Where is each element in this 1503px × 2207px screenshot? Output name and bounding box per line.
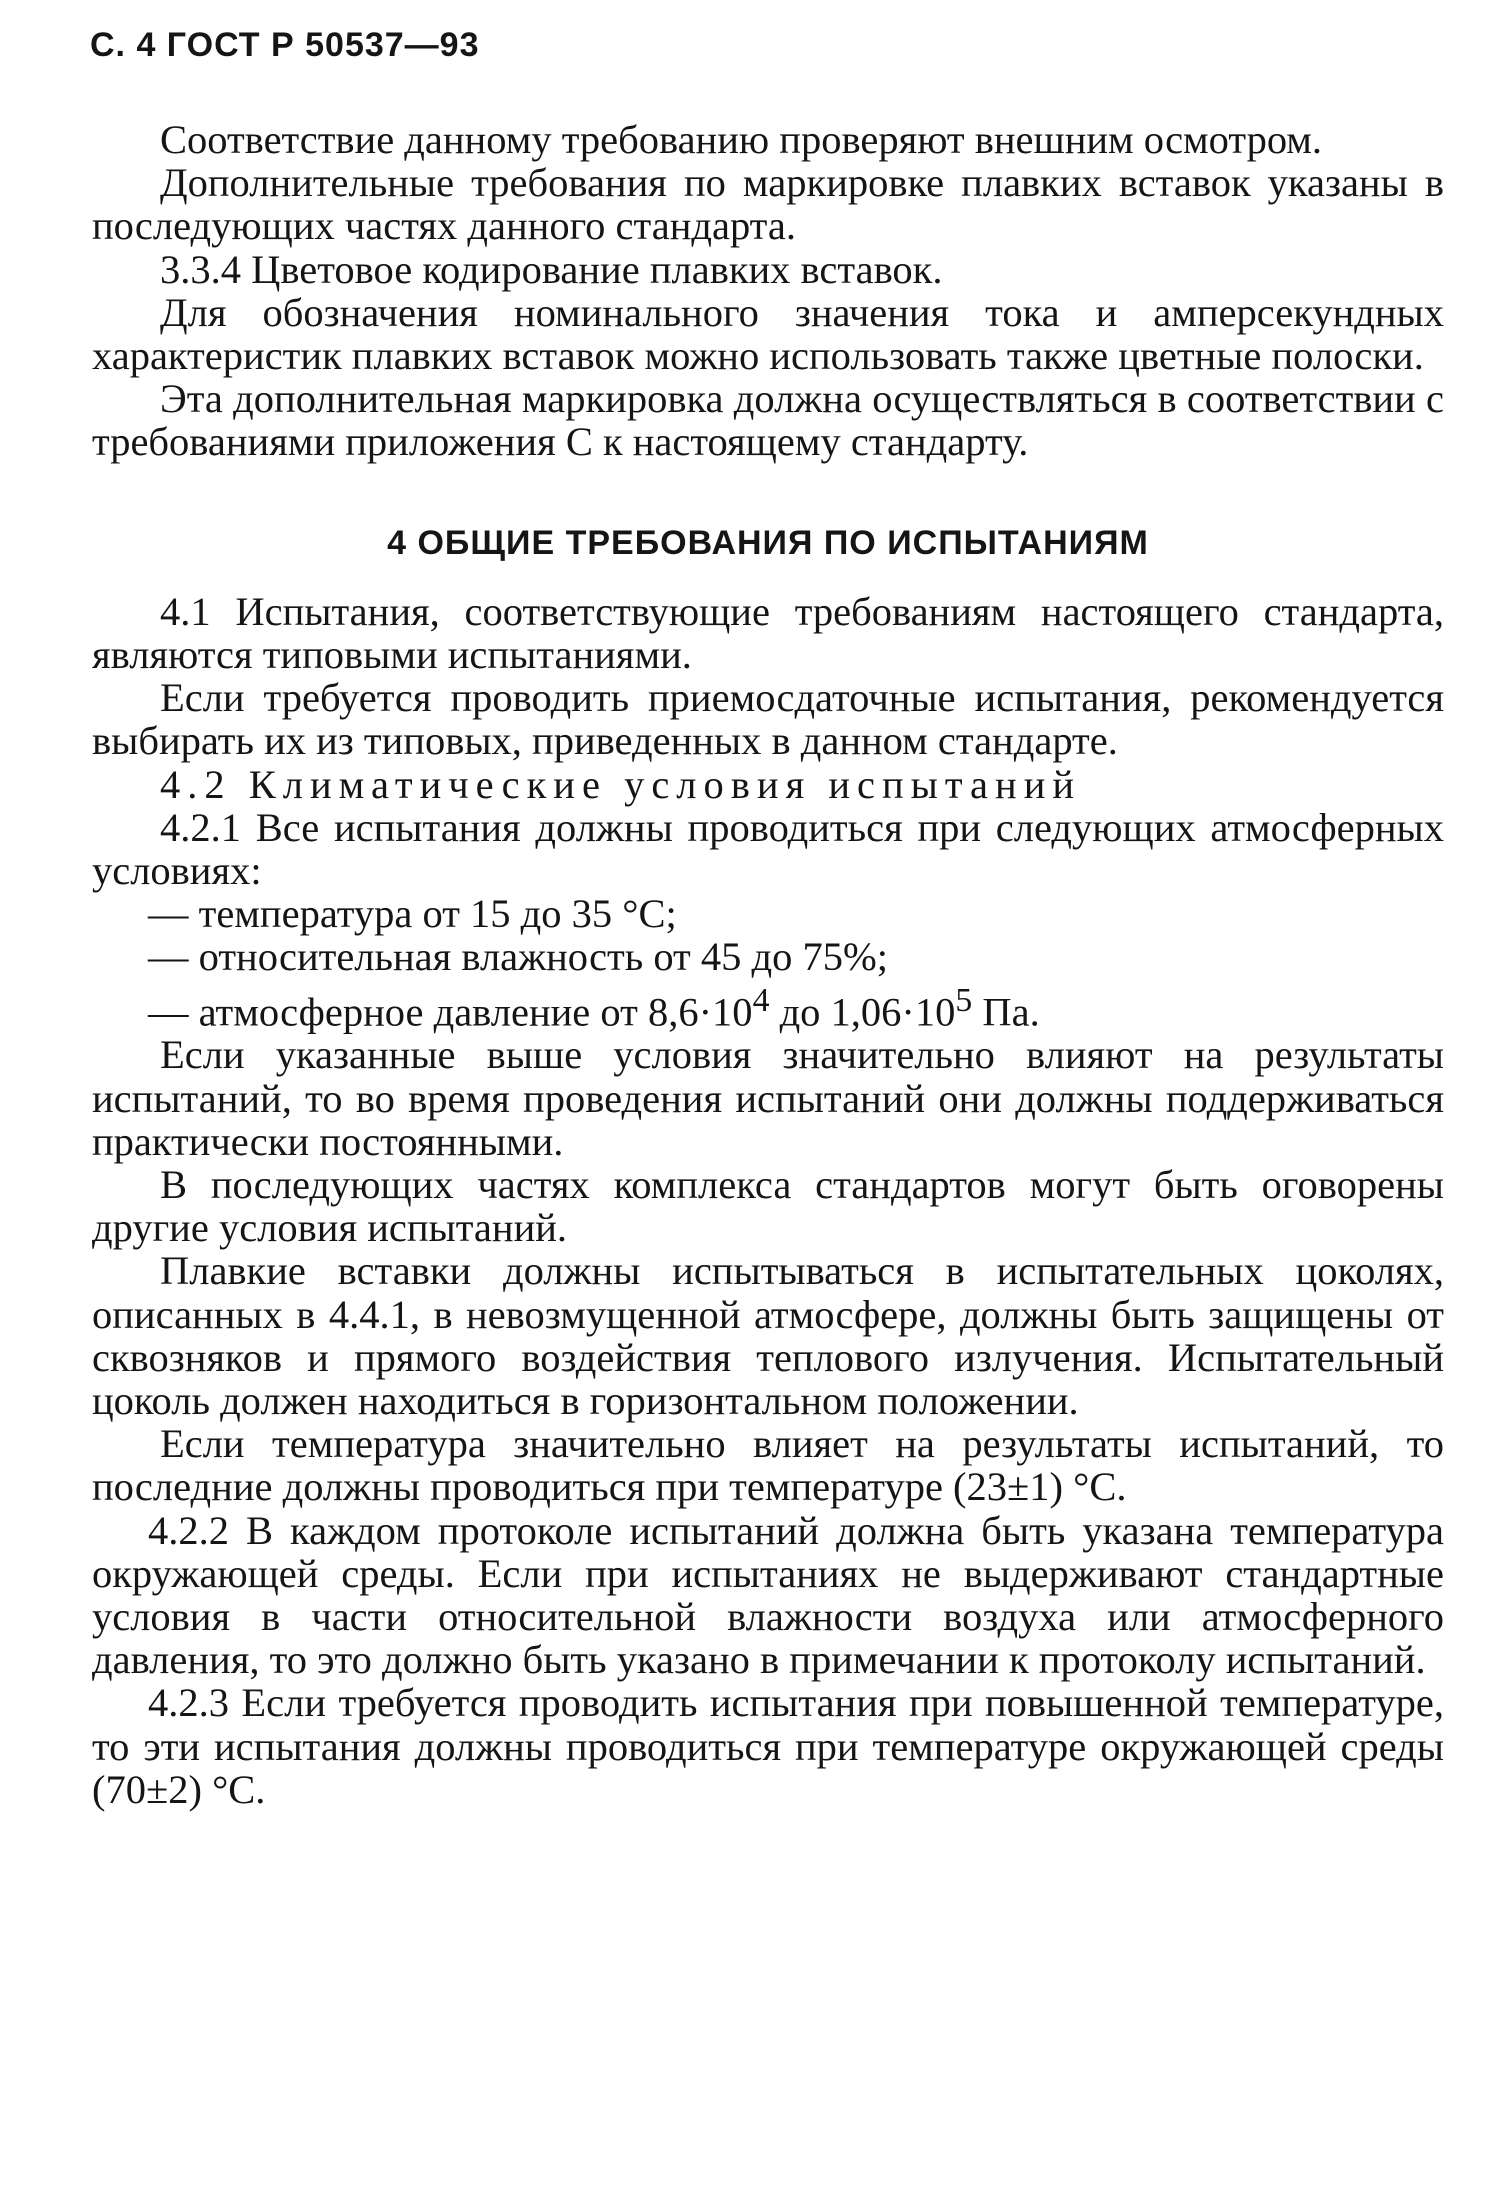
condition-pressure (92, 979, 1444, 1034)
paragraph-acceptance-tests: Если требуется проводить приемосдаточные испытания, рекомендуется выбирать их из типовых, приведенных в данном стандарте. (92, 675, 1444, 764)
page-header: С. 4 ГОСТ Р 50537—93 (90, 26, 480, 64)
paragraph-test-bases: Плавкие вставки должны испытываться в испытательных цоколях, описанных в 4.4.1, в невозмущенной атмосфере, должны быть защищены от сквозняков и прямого воздействия теплового излучения. Испытательный цоколь должен находиться в горизонтальном положении. (92, 1248, 1444, 1423)
document-body (92, 118, 1444, 1811)
clause-4-2-1: 4.2.1 Все испытания должны проводиться при следующих атмосферных условиях: (92, 804, 1444, 894)
paragraph-color-stripes: Для обозначения номинального значения тока и амперсекундных характеристик плавких вставок можно использовать также цветные полоски. (92, 289, 1444, 379)
condition-temperature: — температура от 15 до 35 °С; (148, 891, 677, 937)
pressure-text-suffix: Па. (972, 989, 1040, 1035)
paragraph-temperature-influence: Если температура значительно влияет на результаты испытаний, то последние должны проводиться при температуре (23±1) °С. (92, 1421, 1444, 1510)
paragraph-additional-marking: Дополнительные требования по маркировке плавких вставок указаны в последующих частях данного стандарта. (92, 160, 1444, 249)
paragraph-annex-c: Эта дополнительная маркировка должна осуществляться в соответствии с требованиями приложения С к настоящему стандарту. (92, 376, 1444, 465)
paragraph-inspection: Соответствие данному требованию проверяют внешним осмотром. (160, 117, 1323, 162)
clause-4-1: 4.1 Испытания, соответствующие требованиям настоящего стандарта, являются типовыми испытаниями. (92, 588, 1444, 678)
paragraph-other-conditions: В последующих частях комплекса стандартов могут быть оговорены другие условия испытаний. (92, 1161, 1444, 1251)
clause-4-2-3: 4.2.3 Если требуется проводить испытания при повышенной температуре, то эти испытания должны проводиться при температуре окружающей среды (70±2) °С. (92, 1680, 1444, 1812)
section-heading: 4 ОБЩИЕ ТРЕБОВАНИЯ ПО ИСПЫТАНИЯМ (387, 523, 1149, 562)
pressure-text-prefix: — атмосферное давление от 8,6·10 (148, 989, 753, 1035)
pressure-exponent-1: 4 (752, 981, 770, 1019)
condition-humidity: — относительная влажность от 45 до 75%; (148, 934, 888, 980)
clause-4-2-2: 4.2.2 В каждом протоколе испытаний должна быть указана температура окружающей среды. Если при испытаниях не выдерживают стандартные условия в части относительной влажности воздуха или атмосферного давления, то это должно быть указано в примечании к протоколу испытаний. (92, 1507, 1444, 1683)
clause-4-2-title: 4.2 Климатические условия испытаний (160, 761, 1082, 807)
pressure-text-mid: до 1,06·10 (769, 989, 956, 1035)
clause-3-3-4: 3.3.4 Цветовое кодирование плавких вставок. (160, 246, 943, 292)
pressure-exponent-2: 5 (955, 981, 973, 1019)
paragraph-constant-conditions: Если указанные выше условия значительно влияют на результаты испытаний, то во время проведения испытаний они должны поддерживаться практически постоянными. (92, 1032, 1444, 1164)
